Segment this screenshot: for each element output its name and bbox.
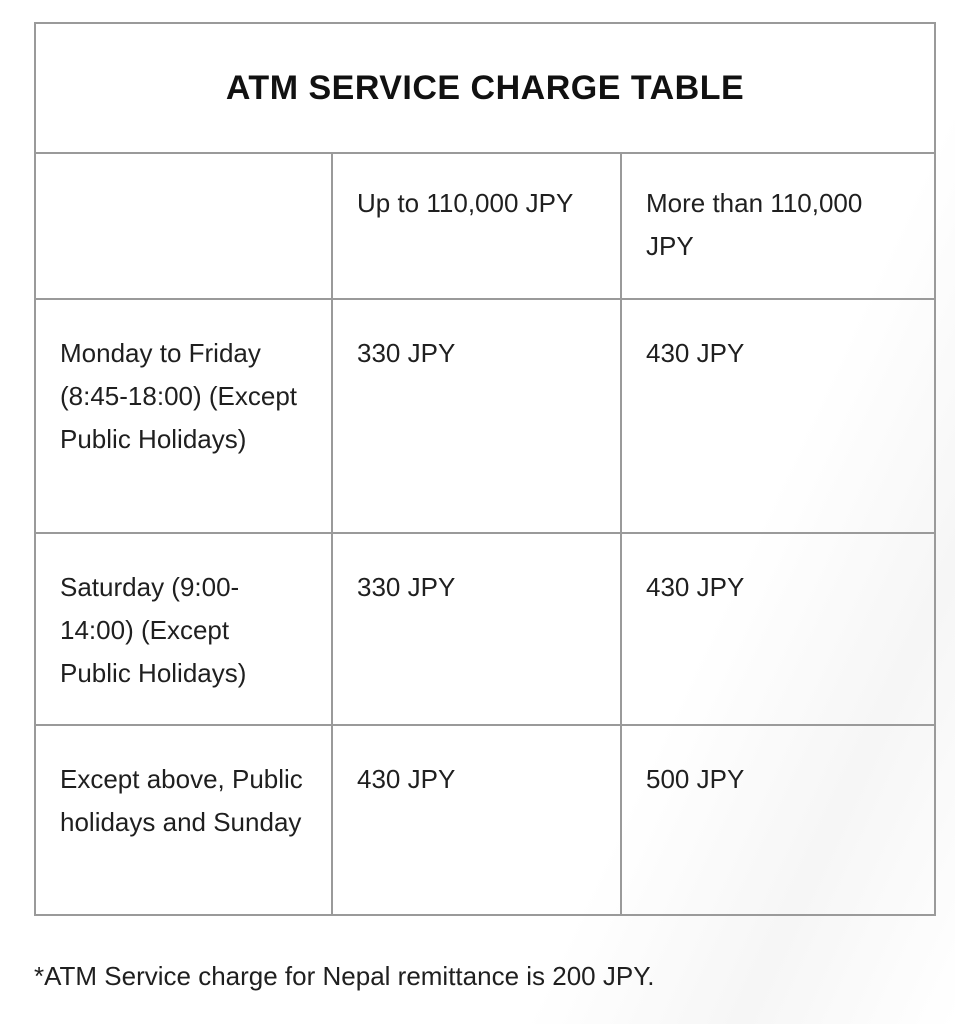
row-weekday-more-than-value: 430 JPY <box>621 299 935 533</box>
row-holidays-more-than-value: 500 JPY <box>621 725 935 915</box>
row-label-holidays: Except above, Public holidays and Sunday <box>35 725 332 915</box>
table-row <box>35 299 935 533</box>
header-empty-cell <box>35 153 332 299</box>
row-label-weekday: Monday to Friday (8:45-18:00) (Except Public Holidays) <box>35 299 332 533</box>
row-label-saturday: Saturday (9:00-14:00) (Except Public Holidays) <box>35 533 332 725</box>
table-header-row <box>35 153 935 299</box>
table-title-row <box>35 23 935 153</box>
footnote: *ATM Service charge for Nepal remittance is 200 JPY. <box>34 961 655 991</box>
row-saturday-more-than-value: 430 JPY <box>621 533 935 725</box>
row-holidays-up-to-value: 430 JPY <box>332 725 621 915</box>
header-more-than-110000: More than 110,000 JPY <box>621 153 935 299</box>
table-row <box>35 533 935 725</box>
table-row <box>35 725 935 915</box>
row-saturday-up-to-value: 330 JPY <box>332 533 621 725</box>
row-weekday-up-to-value: 330 JPY <box>332 299 621 533</box>
header-up-to-110000: Up to 110,000 JPY <box>332 153 621 299</box>
table-title: ATM SERVICE CHARGE TABLE <box>35 23 935 153</box>
atm-service-charge-table <box>34 22 936 916</box>
